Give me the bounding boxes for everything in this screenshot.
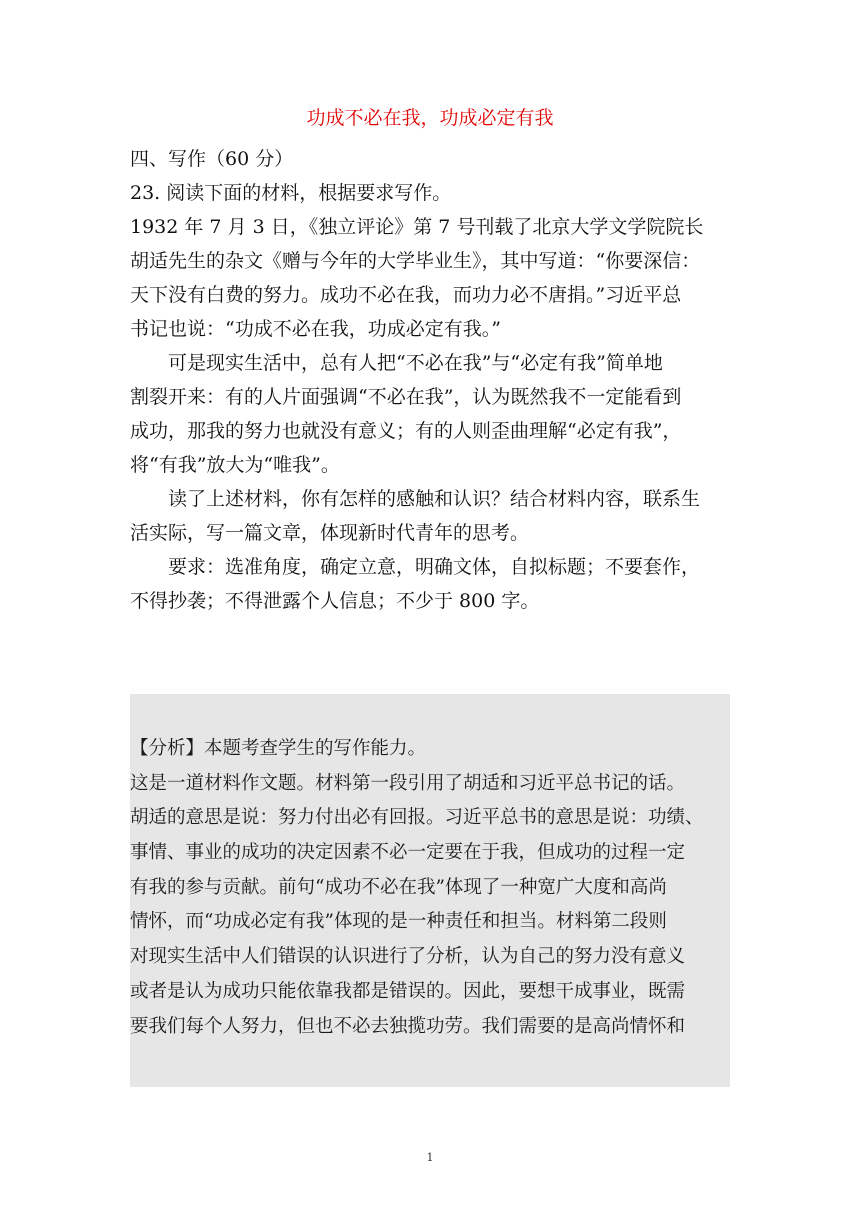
material-1-line: 1932 年 7 月 3 日，《独立评论》第 7 号刊载了北京大学文学院院长 bbox=[130, 216, 704, 238]
material-paragraph-1 bbox=[130, 210, 730, 346]
material-2-line: 可是现实生活中，总有人把“不必在我”与“必定有我”简单地 bbox=[168, 352, 663, 374]
analysis-line: 这是一道材料作文题。材料第一段引用了胡适和习近平总书记的话。 bbox=[130, 772, 686, 794]
material-paragraph-2 bbox=[130, 346, 730, 482]
material-2-line: 将“有我”放大为“唯我”。 bbox=[130, 454, 340, 476]
analysis-line: 事情、事业的成功的决定因素不必一定要在于我，但成功的过程一定 bbox=[130, 842, 686, 864]
requirements-line: 要求：选准角度，确定立意，明确文体，自拟标题；不要套作， bbox=[168, 556, 701, 578]
analysis-line: 或者是认为成功只能依靠我都是错误的。因此，要想干成事业，既需 bbox=[130, 980, 686, 1002]
essay-title: 功成不必在我，功成必定有我 bbox=[306, 107, 554, 129]
analysis-line: 【分析】本题考查学生的写作能力。 bbox=[130, 738, 427, 759]
requirements-line: 不得抄袭；不得泄露个人信息；不少于 800 字。 bbox=[130, 590, 540, 612]
analysis-line: 要我们每个人努力，但也不必去独揽功劳。我们需要的是高尚情怀和 bbox=[130, 1015, 686, 1037]
analysis-line: 对现实生活中人们错误的认识进行了分析，认为自己的努力没有意义 bbox=[130, 946, 686, 968]
task-line: 读了上述材料，你有怎样的感触和认识？结合材料内容，联系生 bbox=[168, 488, 701, 510]
material-1-line: 书记也说：“功成不必在我，功成必定有我。” bbox=[130, 318, 501, 340]
analysis-box bbox=[130, 694, 730, 1087]
question-number: 23. bbox=[130, 182, 161, 204]
material-1-line: 胡适先生的杂文《赠与今年的大学毕业生》，其中写道：“你要深信： bbox=[130, 250, 701, 272]
analysis-text bbox=[130, 732, 730, 1044]
analysis-line: 有我的参与贡献。前句“成功不必在我”体现了一种宽广大度和高尚 bbox=[130, 876, 667, 898]
material-1-line: 天下没有白费的努力。成功不必在我，而功力必不唐捐。”习近平总 bbox=[130, 284, 682, 306]
analysis-line: 胡适的意思是说：努力付出必有回报。习近平总书的意思是说：功绩、 bbox=[130, 807, 704, 829]
question-prompt: 阅读下面的材料，根据要求写作。 bbox=[166, 182, 452, 204]
material-2-line: 割裂开来：有的人片面强调“不必在我”，认为既然我不一定能看到 bbox=[130, 386, 682, 408]
requirements-paragraph bbox=[130, 550, 730, 618]
question-body bbox=[130, 142, 730, 618]
page-number: 1 bbox=[426, 1151, 434, 1164]
analysis-line: 情怀，而“功成必定有我”体现的是一种责任和担当。材料第二段则 bbox=[130, 911, 667, 933]
section-heading: 四、写作（60 分） bbox=[130, 148, 294, 170]
material-2-line: 成功，那我的努力也就没有意义；有的人则歪曲理解“必定有我”， bbox=[130, 420, 682, 442]
task-line: 活实际，写一篇文章，体现新时代青年的思考。 bbox=[130, 522, 530, 544]
task-paragraph bbox=[130, 482, 730, 550]
question-line bbox=[130, 176, 730, 210]
